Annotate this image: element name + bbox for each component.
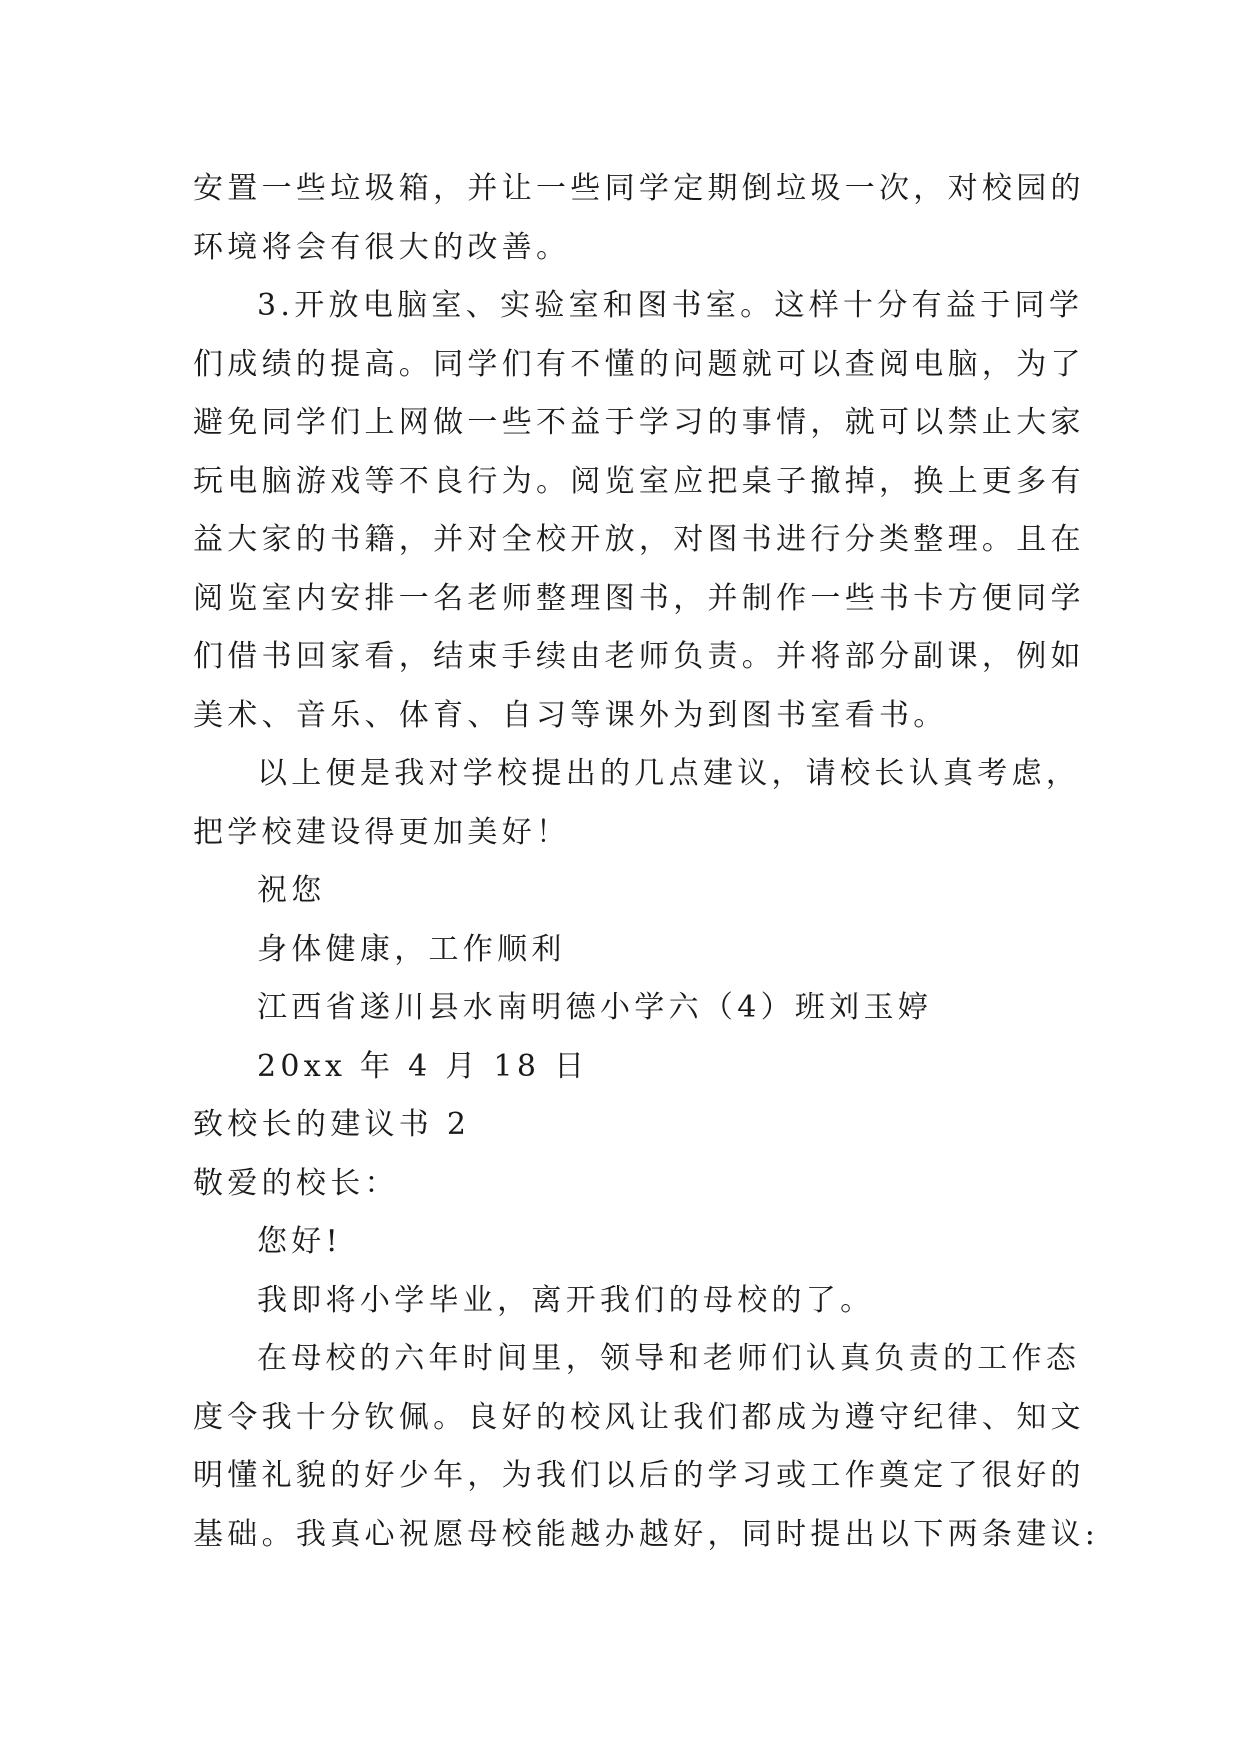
document-body <box>193 160 1100 1564</box>
text-line-12: 把学校建设得更加美好！ <box>193 814 571 850</box>
text-line-1: 安置一些垃圾箱，并让一些同学定期倒垃圾一次，对校园的 <box>193 171 1085 206</box>
signature: 江西省遂川县水南明德小学六（4）班刘玉婷 <box>257 990 933 1025</box>
text-line-6: 玩电脑游戏等不良行为。阅览室应把桌子撤掉，换上更多有 <box>193 463 1085 499</box>
text-line-24: 基础。我真心祝愿母校能越办越好，同时提出以下两条建议: <box>193 1516 1100 1552</box>
text-line-23: 明懂礼貌的好少年，为我们以后的学习或工作奠定了很好的 <box>193 1458 1085 1493</box>
text-line-11: 以上便是我对学校提出的几点建议，请校长认真考虑， <box>257 756 1081 791</box>
text-line-5: 避免同学们上网做一些不益于学习的事情，就可以禁止大家 <box>193 405 1085 440</box>
text-line-3: 3.开放电脑室、实验室和图书室。这样十分有益于同学 <box>257 288 1084 323</box>
text-line-2: 环境将会有很大的改善。 <box>193 229 571 265</box>
greeting: 您好! <box>257 1224 342 1259</box>
text-line-9: 们借书回家看，结束手续由老师负责。并将部分副课，例如 <box>193 639 1085 674</box>
text-line-21: 在母校的六年时间里，领导和老师们认真负责的工作态 <box>257 1341 1081 1376</box>
closing-wish: 身体健康，工作顺利 <box>257 931 566 967</box>
text-line-22: 度令我十分钦佩。良好的校风让我们都成为遵守纪律、知文 <box>193 1399 1085 1435</box>
text-line-20: 我即将小学毕业，离开我们的母校的了。 <box>257 1282 875 1318</box>
salutation: 敬爱的校长： <box>193 1165 399 1201</box>
section-title: 致校长的建议书 2 <box>193 1107 471 1142</box>
text-line-7: 益大家的书籍，并对全校开放，对图书进行分类整理。且在 <box>193 522 1085 557</box>
text-line-4: 们成绩的提高。同学们有不懂的问题就可以查阅电脑，为了 <box>193 346 1085 382</box>
text-line-10: 美术、音乐、体育、自习等课外为到图书室看书。 <box>193 697 948 733</box>
text-line-8: 阅览室内安排一名老师整理图书，并制作一些书卡方便同学 <box>193 580 1085 616</box>
letter-date: 20xx 年 4 月 18 日 <box>257 1048 589 1084</box>
closing-greeting: 祝您 <box>257 873 326 908</box>
